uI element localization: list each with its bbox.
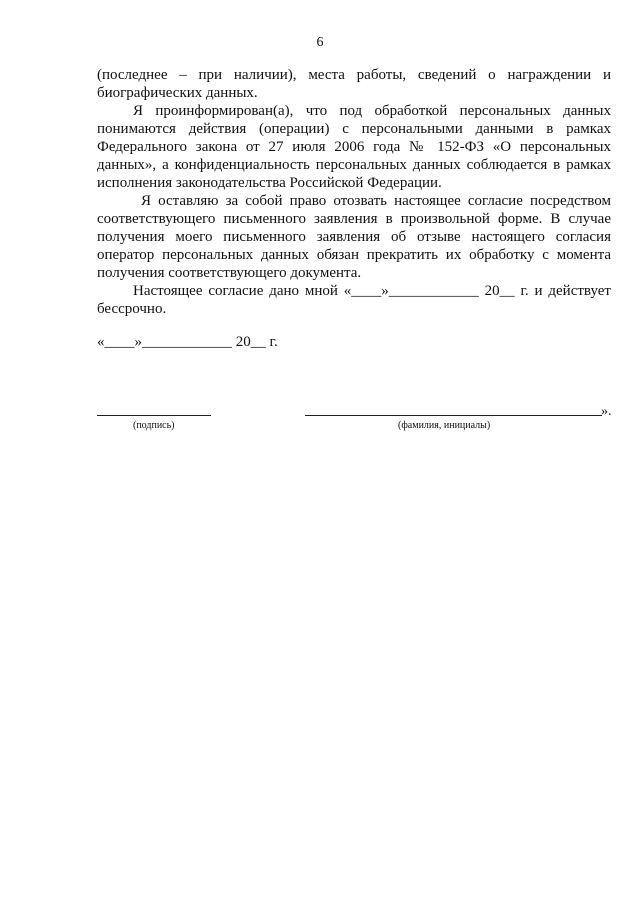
paragraph-informed: Я проинформирован(а), что под обработкой персональных данных понимаются действия (операции) с персональными данными в рамках Федерального закона от 27 июля 2006 года № 152-ФЗ «О персональных данных», а конфиденциальность персональных данных соблюдается в рамках исполнения законодательства Российской Федерации. (97, 103, 611, 191)
paragraph-consent-term: Настоящее согласие дано мной «____»____________ 20__ г. и действует бессрочно. (97, 283, 611, 317)
paragraph-continuation: (последнее – при наличии), места работы, сведений о награждении и биографических данных. (97, 67, 611, 101)
name-caption: (фамилия, инициалы) (398, 420, 491, 431)
document-body (97, 66, 611, 318)
name-line (305, 415, 602, 416)
date-line: «____»____________ 20__ г. (97, 334, 278, 350)
page-number: 6 (316, 35, 324, 50)
signature-caption: (подпись) (133, 420, 175, 431)
paragraph-revocation: Я оставляю за собой право отозвать настоящее согласие посредством соответствующего письменного заявления в произвольной форме. В случае получения моего письменного заявления об отзыве настоящего согласия оператор персональных данных обязан прекратить их обработку с момента получения соответствующего документа. (97, 193, 611, 281)
name-line-end-mark: ». (601, 404, 612, 419)
signature-line (97, 415, 211, 416)
